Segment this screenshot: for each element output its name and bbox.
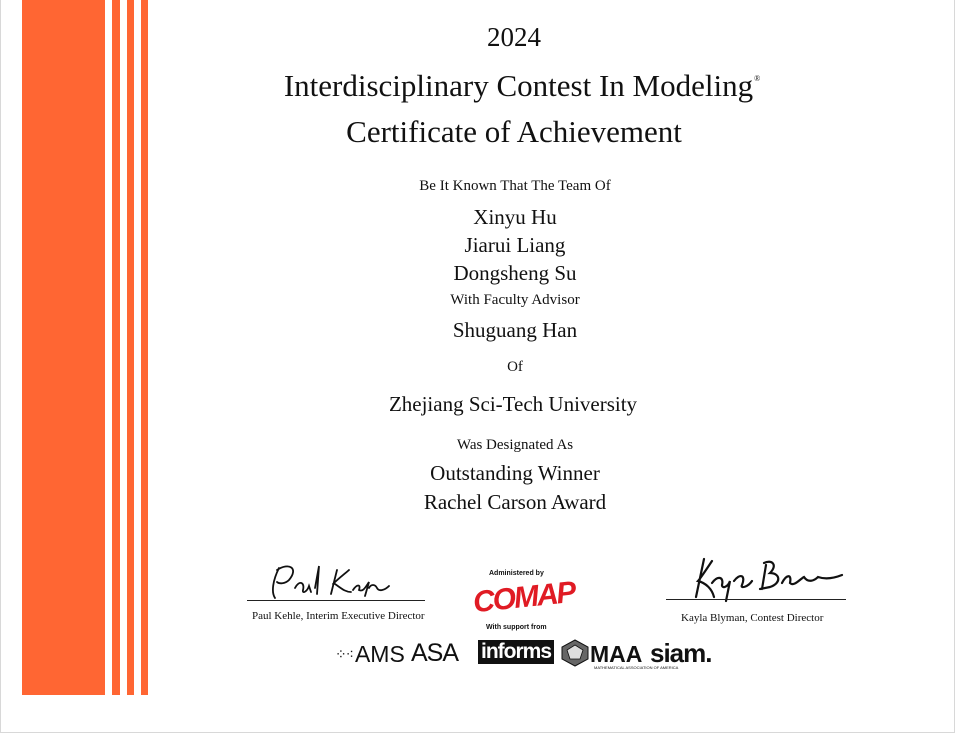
signature-line-right — [666, 599, 846, 600]
institution-name: Zhejiang Sci-Tech University — [388, 392, 638, 416]
designation: Outstanding Winner — [430, 461, 600, 485]
certificate-year: 2024 — [487, 22, 541, 52]
decorative-stripe — [112, 0, 120, 695]
signature-line-left — [247, 600, 425, 601]
signature-caption-right: Kayla Blyman, Contest Director — [681, 612, 824, 624]
intro-text: Be It Known That The Team Of — [419, 178, 611, 194]
signature-right — [682, 553, 852, 605]
decorative-stripe-wide — [22, 0, 105, 695]
maa-polyhedron-icon — [560, 639, 590, 667]
support-label: With support from — [486, 624, 547, 631]
certificate-title: Certificate of Achievement — [346, 114, 682, 149]
award-name: Rachel Carson Award — [423, 490, 607, 514]
advisor-label: With Faculty Advisor — [450, 292, 580, 308]
advisor-name: Shuguang Han — [452, 318, 578, 342]
team-member: Xinyu Hu — [473, 205, 557, 229]
comap-logo: COMAP — [471, 575, 577, 620]
asa-logo: ASA — [411, 639, 459, 667]
signature-caption-left: Paul Kehle, Interim Executive Director — [252, 610, 425, 622]
signature-left — [265, 558, 400, 603]
decorative-stripe — [127, 0, 134, 695]
team-member: Dongsheng Su — [453, 261, 577, 285]
siam-logo: siam. — [650, 638, 712, 668]
ams-dots-icon: ⁘⁖ — [335, 646, 353, 662]
administered-by-label: Administered by — [489, 570, 544, 577]
decorative-stripe — [141, 0, 148, 695]
contest-name: Interdisciplinary Contest In Modeling® — [283, 68, 761, 103]
registered-mark: ® — [754, 74, 761, 83]
of-label: Of — [507, 359, 523, 375]
team-member: Jiarui Liang — [464, 233, 566, 257]
informs-logo: informs — [478, 640, 554, 664]
ams-logo: ⁘⁖AMS — [335, 641, 405, 667]
maa-subtitle: MATHEMATICAL ASSOCIATION OF AMERICA — [594, 665, 679, 670]
maa-logo: MAA MATHEMATICAL ASSOCIATION OF AMERICA — [560, 639, 642, 668]
designation-label: Was Designated As — [456, 437, 574, 453]
